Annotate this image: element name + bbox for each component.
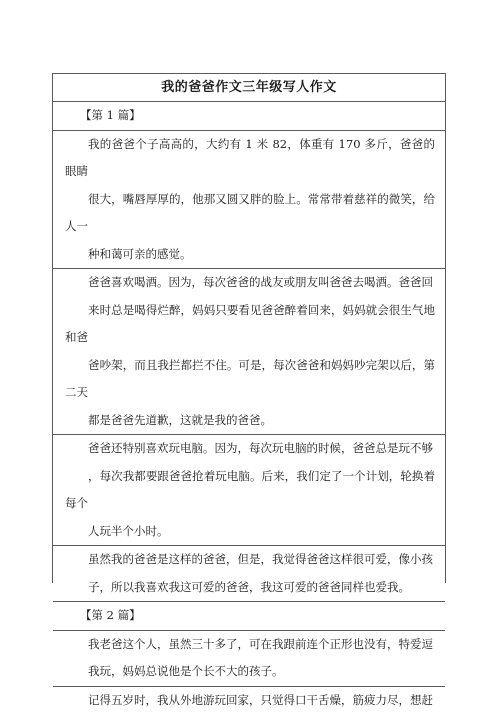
paragraph bbox=[53, 687, 445, 714]
paragraph bbox=[53, 269, 445, 435]
text-line: 爸爸喜欢喝酒。因为，每次爸爸的战友或朋友叫爸爸去喝酒。爸爸回 bbox=[65, 269, 435, 297]
text-line: 来时总是喝得烂醉，妈妈只要看见爸爸醉着回来，妈妈就会很生气地和爸 bbox=[65, 297, 435, 352]
text-line: 我老爸这个人，虽然三十多了，可在我跟前连个正形也没有，特爱逗 bbox=[65, 631, 435, 659]
text-line: 我玩，妈妈总说他是个长不大的孩子。 bbox=[65, 658, 435, 686]
document-title: 我的爸爸作文三年级写人作文 bbox=[53, 74, 445, 102]
text-line: 都是爸爸先道歉，这就是我的爸爸。 bbox=[65, 407, 435, 435]
text-line: 虽然我的爸爸是这样的爸爸，但是，我觉得爸爸这样很可爱，像小孩 bbox=[65, 546, 435, 574]
paragraph bbox=[53, 631, 445, 687]
essay-document bbox=[52, 73, 446, 583]
section-heading: 【第 1 篇】 bbox=[53, 102, 445, 131]
text-line: 记得五岁时，我从外地游玩回家，只觉得口干舌燥，筋疲力尽，想赶 bbox=[65, 687, 435, 714]
text-line: 爸爸还特别喜欢玩电脑。因为，每次玩电脑的时候，爸爸总是玩不够 bbox=[65, 435, 435, 463]
text-line: 我的爸爸个子高高的，大约有 1 米 82，体重有 170 多斤，爸爸的眼睛 bbox=[65, 131, 435, 186]
section-heading: 【第 2 篇】 bbox=[53, 602, 445, 631]
text-line: 人玩半个小时。 bbox=[65, 518, 435, 546]
text-line: 爸吵架，而且我拦都拦不住。可是，每次爸爸和妈妈吵完架以后，第二天 bbox=[65, 352, 435, 407]
paragraph bbox=[53, 131, 445, 270]
text-line: ，每次我都要跟爸爸抢着玩电脑。后来，我们定了一个计划，轮换着每个 bbox=[65, 463, 435, 518]
text-line: 子，所以我喜欢我这可爱的爸爸，我这可爱的爸爸同样也爱我。 bbox=[65, 574, 435, 602]
text-line: 种和蔼可亲的感觉。 bbox=[65, 241, 435, 269]
paragraph bbox=[53, 435, 445, 546]
text-line: 很大，嘴唇厚厚的，他那又圆又胖的脸上。常常带着慈祥的微笑，给人一 bbox=[65, 186, 435, 241]
paragraph bbox=[53, 546, 445, 602]
